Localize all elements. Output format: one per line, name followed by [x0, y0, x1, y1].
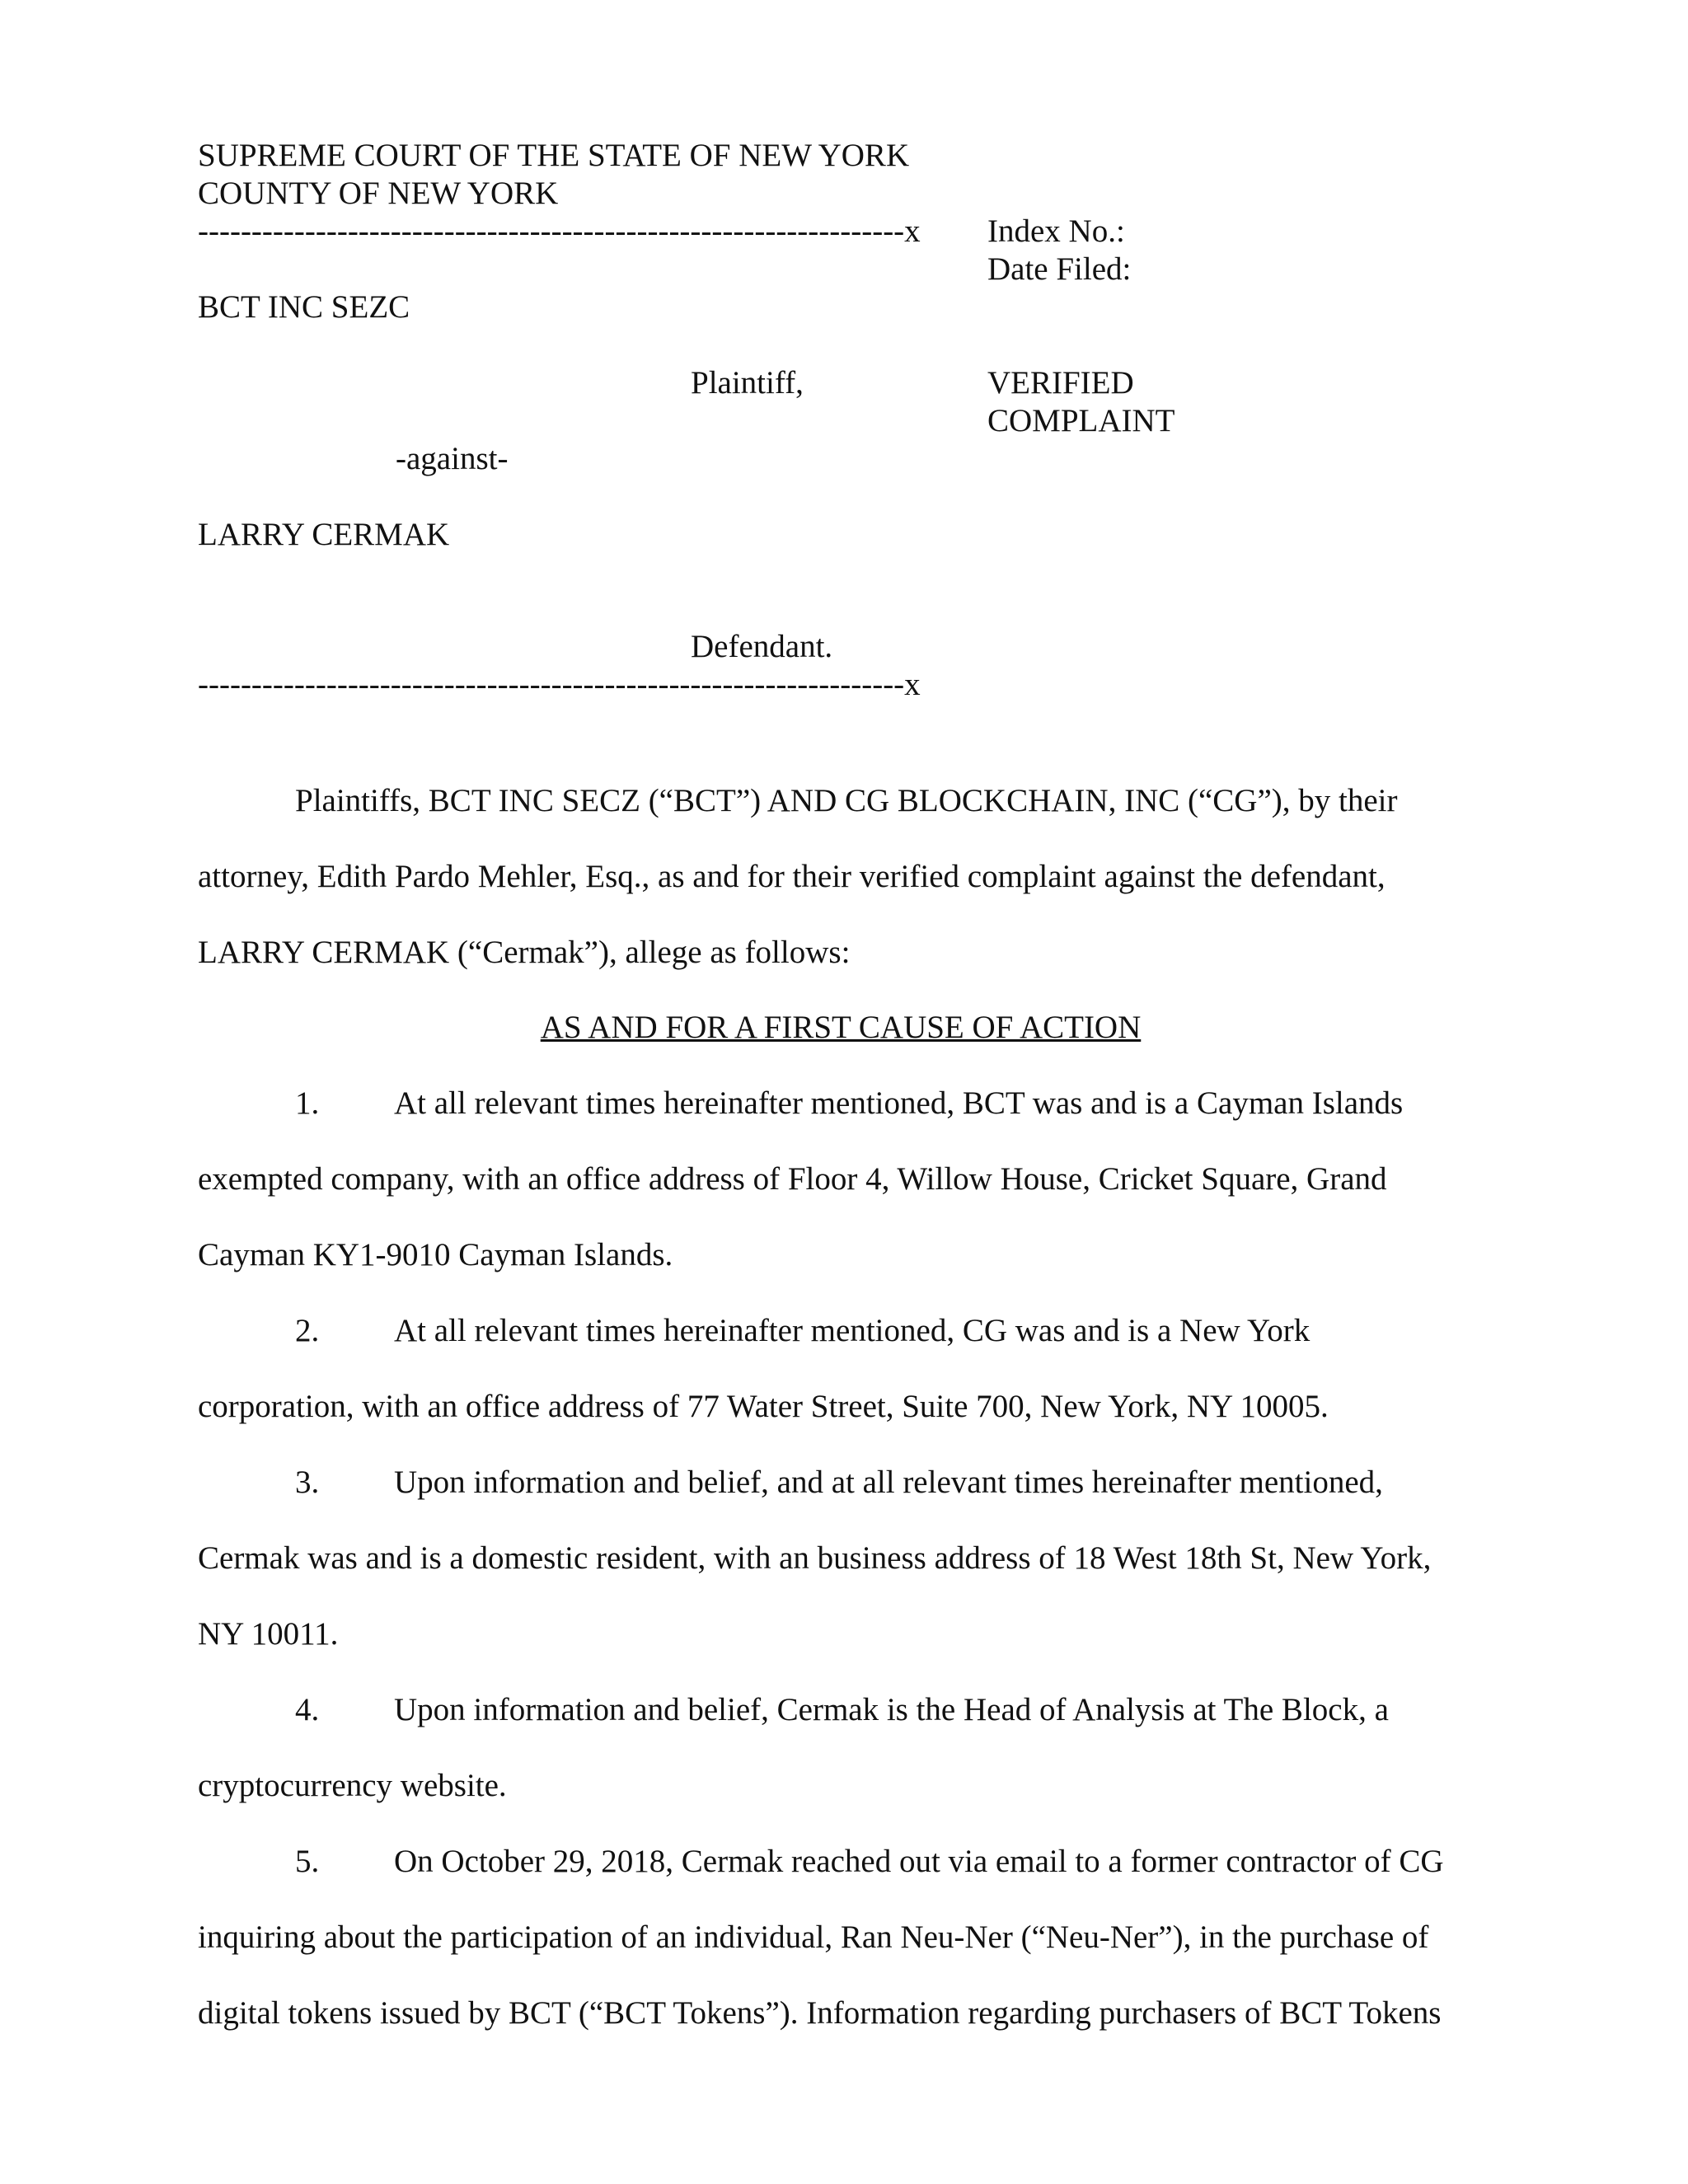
court-name: SUPREME COURT OF THE STATE OF NEW YORK — [198, 138, 910, 173]
paragraph-number: 3. — [295, 1465, 320, 1500]
paragraph-line: corporation, with an office address of 77 Water Street, Suite 700, New York, NY 10005. — [198, 1389, 1329, 1424]
index-number-label: Index No.: — [987, 213, 1125, 249]
paragraph-line: exempted company, with an office address of Floor 4, Willow House, Cricket Square, Grand — [198, 1161, 1387, 1197]
document-title-line1: VERIFIED — [987, 365, 1134, 401]
intro-line-3: LARRY CERMAK (“Cermak”), allege as follows: — [198, 935, 851, 970]
caption-rule-bottom: ------------------------------------------------------------------x — [198, 667, 921, 702]
paragraph-line: digital tokens issued by BCT (“BCT Tokens”). Information regarding purchasers of BCT Tokens — [198, 1995, 1442, 2031]
intro-line-2: attorney, Edith Pardo Mehler, Esq., as and for their verified complaint against the defendant, — [198, 859, 1386, 894]
defendant-name: LARRY CERMAK — [198, 517, 450, 552]
paragraph-line: On October 29, 2018, Cermak reached out via email to a former contractor of CG — [394, 1844, 1444, 1879]
paragraph-number: 4. — [295, 1692, 320, 1727]
intro-line-1: Plaintiffs, BCT INC SECZ (“BCT”) AND CG BLOCKCHAIN, INC (“CG”), by their — [295, 783, 1398, 818]
paragraph-number: 1. — [295, 1085, 320, 1121]
paragraph-line: inquiring about the participation of an individual, Ran Neu-Ner (“Neu-Ner”), in the purchase of — [198, 1919, 1429, 1955]
paragraph-number: 2. — [295, 1313, 320, 1348]
caption-rule-top: ------------------------------------------------------------------x — [198, 213, 921, 249]
paragraph-line: At all relevant times hereinafter mentioned, BCT was and is a Cayman Islands — [394, 1085, 1404, 1121]
paragraph-line: Cermak was and is a domestic resident, with an business address of 18 West 18th St, New York, — [198, 1540, 1432, 1576]
paragraph-line: At all relevant times hereinafter mentioned, CG was and is a New York — [394, 1313, 1311, 1348]
cause-of-action-heading: AS AND FOR A FIRST CAUSE OF ACTION — [540, 1010, 1142, 1045]
paragraph-line: Upon information and belief, Cermak is the Head of Analysis at The Block, a — [394, 1692, 1389, 1727]
paragraph-number: 5. — [295, 1844, 320, 1879]
document-title-line2: COMPLAINT — [987, 403, 1175, 438]
date-filed-label: Date Filed: — [987, 251, 1132, 287]
paragraph-line: Cayman KY1-9010 Cayman Islands. — [198, 1237, 673, 1272]
paragraph-line: Upon information and belief, and at all relevant times hereinafter mentioned, — [394, 1465, 1383, 1500]
plaintiff-role: Plaintiff, — [691, 365, 804, 401]
paragraph-line: cryptocurrency website. — [198, 1768, 507, 1803]
plaintiff-name: BCT INC SEZC — [198, 289, 410, 325]
versus-label: -against- — [396, 441, 509, 476]
paragraph-line: NY 10011. — [198, 1616, 339, 1652]
court-county: COUNTY OF NEW YORK — [198, 176, 559, 211]
defendant-role: Defendant. — [691, 629, 833, 664]
